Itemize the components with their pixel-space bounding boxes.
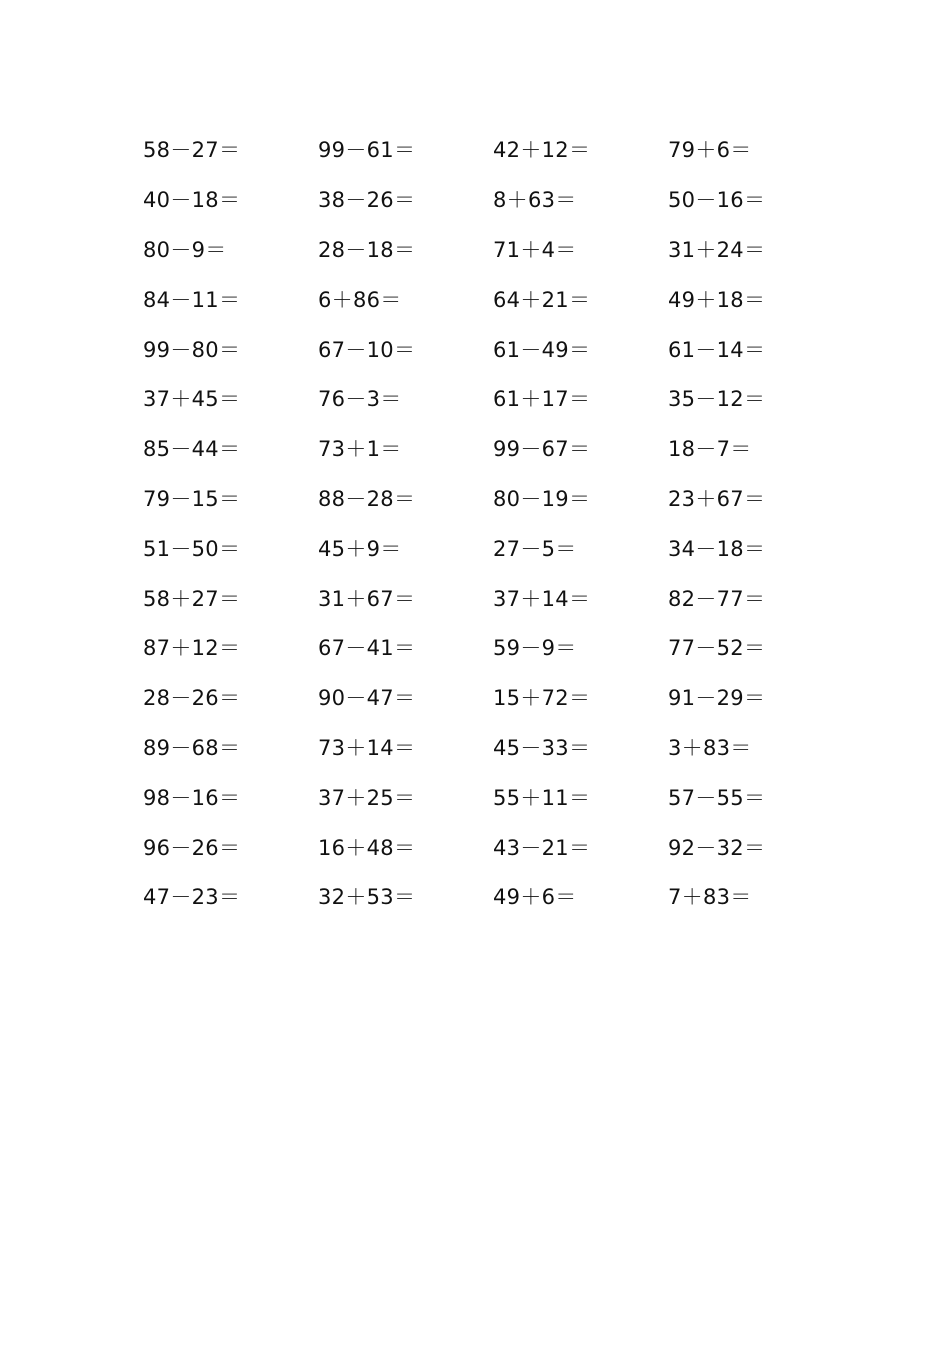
math-problem: 73＋14＝ — [318, 735, 416, 760]
math-problem: 18－7＝ — [668, 437, 752, 462]
math-problem: 88－28＝ — [318, 486, 416, 511]
math-problem: 3＋83＝ — [668, 735, 752, 760]
math-problem: 92－32＝ — [668, 835, 766, 860]
math-problem: 59－9＝ — [493, 636, 577, 661]
math-problem: 31＋67＝ — [318, 586, 416, 611]
problem-row — [143, 524, 843, 574]
math-problem: 99－67＝ — [493, 437, 591, 462]
math-problem: 90－47＝ — [318, 686, 416, 711]
math-problem: 80－9＝ — [143, 237, 227, 262]
problem-row — [143, 375, 843, 425]
math-problem: 35－12＝ — [668, 387, 766, 412]
math-problem: 61＋17＝ — [493, 387, 591, 412]
problem-row — [143, 226, 843, 276]
math-problem: 28－26＝ — [143, 686, 241, 711]
math-problem: 64＋21＝ — [493, 287, 591, 312]
math-problem: 38－26＝ — [318, 188, 416, 213]
math-problem: 61－14＝ — [668, 337, 766, 362]
problem-row — [143, 275, 843, 325]
math-problem: 37＋14＝ — [493, 586, 591, 611]
math-problem: 15＋72＝ — [493, 686, 591, 711]
problem-row — [143, 724, 843, 774]
arithmetic-worksheet — [143, 126, 843, 923]
math-problem: 34－18＝ — [668, 536, 766, 561]
math-problem: 98－16＝ — [143, 785, 241, 810]
problem-row — [143, 823, 843, 873]
math-problem: 43－21＝ — [493, 835, 591, 860]
math-problem: 87＋12＝ — [143, 636, 241, 661]
math-problem: 82－77＝ — [668, 586, 766, 611]
math-problem: 71＋4＝ — [493, 237, 577, 262]
math-problem: 42＋12＝ — [493, 138, 591, 163]
math-problem: 50－16＝ — [668, 188, 766, 213]
math-problem: 47－23＝ — [143, 885, 241, 910]
math-problem: 79－15＝ — [143, 486, 241, 511]
math-problem: 85－44＝ — [143, 437, 241, 462]
math-problem: 77－52＝ — [668, 636, 766, 661]
math-problem: 79＋6＝ — [668, 138, 752, 163]
math-problem: 49＋6＝ — [493, 885, 577, 910]
math-problem: 61－49＝ — [493, 337, 591, 362]
math-problem: 57－55＝ — [668, 785, 766, 810]
problem-row — [143, 574, 843, 624]
math-problem: 73＋1＝ — [318, 437, 402, 462]
math-problem: 80－19＝ — [493, 486, 591, 511]
math-problem: 40－18＝ — [143, 188, 241, 213]
math-problem: 32＋53＝ — [318, 885, 416, 910]
math-problem: 67－41＝ — [318, 636, 416, 661]
math-problem: 89－68＝ — [143, 735, 241, 760]
problem-row — [143, 325, 843, 375]
problem-row — [143, 176, 843, 226]
math-problem: 28－18＝ — [318, 237, 416, 262]
math-problem: 7＋83＝ — [668, 885, 752, 910]
math-problem: 23＋67＝ — [668, 486, 766, 511]
math-problem: 8＋63＝ — [493, 188, 577, 213]
math-problem: 55＋11＝ — [493, 785, 591, 810]
math-problem: 37＋25＝ — [318, 785, 416, 810]
problem-row — [143, 624, 843, 674]
math-problem: 45－33＝ — [493, 735, 591, 760]
problem-row — [143, 773, 843, 823]
math-problem: 37＋45＝ — [143, 387, 241, 412]
problem-row — [143, 475, 843, 525]
math-problem: 84－11＝ — [143, 287, 241, 312]
math-problem: 91－29＝ — [668, 686, 766, 711]
problem-row — [143, 126, 843, 176]
math-problem: 58＋27＝ — [143, 586, 241, 611]
math-problem: 49＋18＝ — [668, 287, 766, 312]
problem-row — [143, 425, 843, 475]
math-problem: 99－61＝ — [318, 138, 416, 163]
problem-row — [143, 873, 843, 923]
math-problem: 96－26＝ — [143, 835, 241, 860]
math-problem: 76－3＝ — [318, 387, 402, 412]
math-problem: 45＋9＝ — [318, 536, 402, 561]
math-problem: 67－10＝ — [318, 337, 416, 362]
math-problem: 6＋86＝ — [318, 287, 402, 312]
math-problem: 99－80＝ — [143, 337, 241, 362]
math-problem: 58－27＝ — [143, 138, 241, 163]
problem-row — [143, 674, 843, 724]
math-problem: 16＋48＝ — [318, 835, 416, 860]
math-problem: 27－5＝ — [493, 536, 577, 561]
math-problem: 31＋24＝ — [668, 237, 766, 262]
math-problem: 51－50＝ — [143, 536, 241, 561]
